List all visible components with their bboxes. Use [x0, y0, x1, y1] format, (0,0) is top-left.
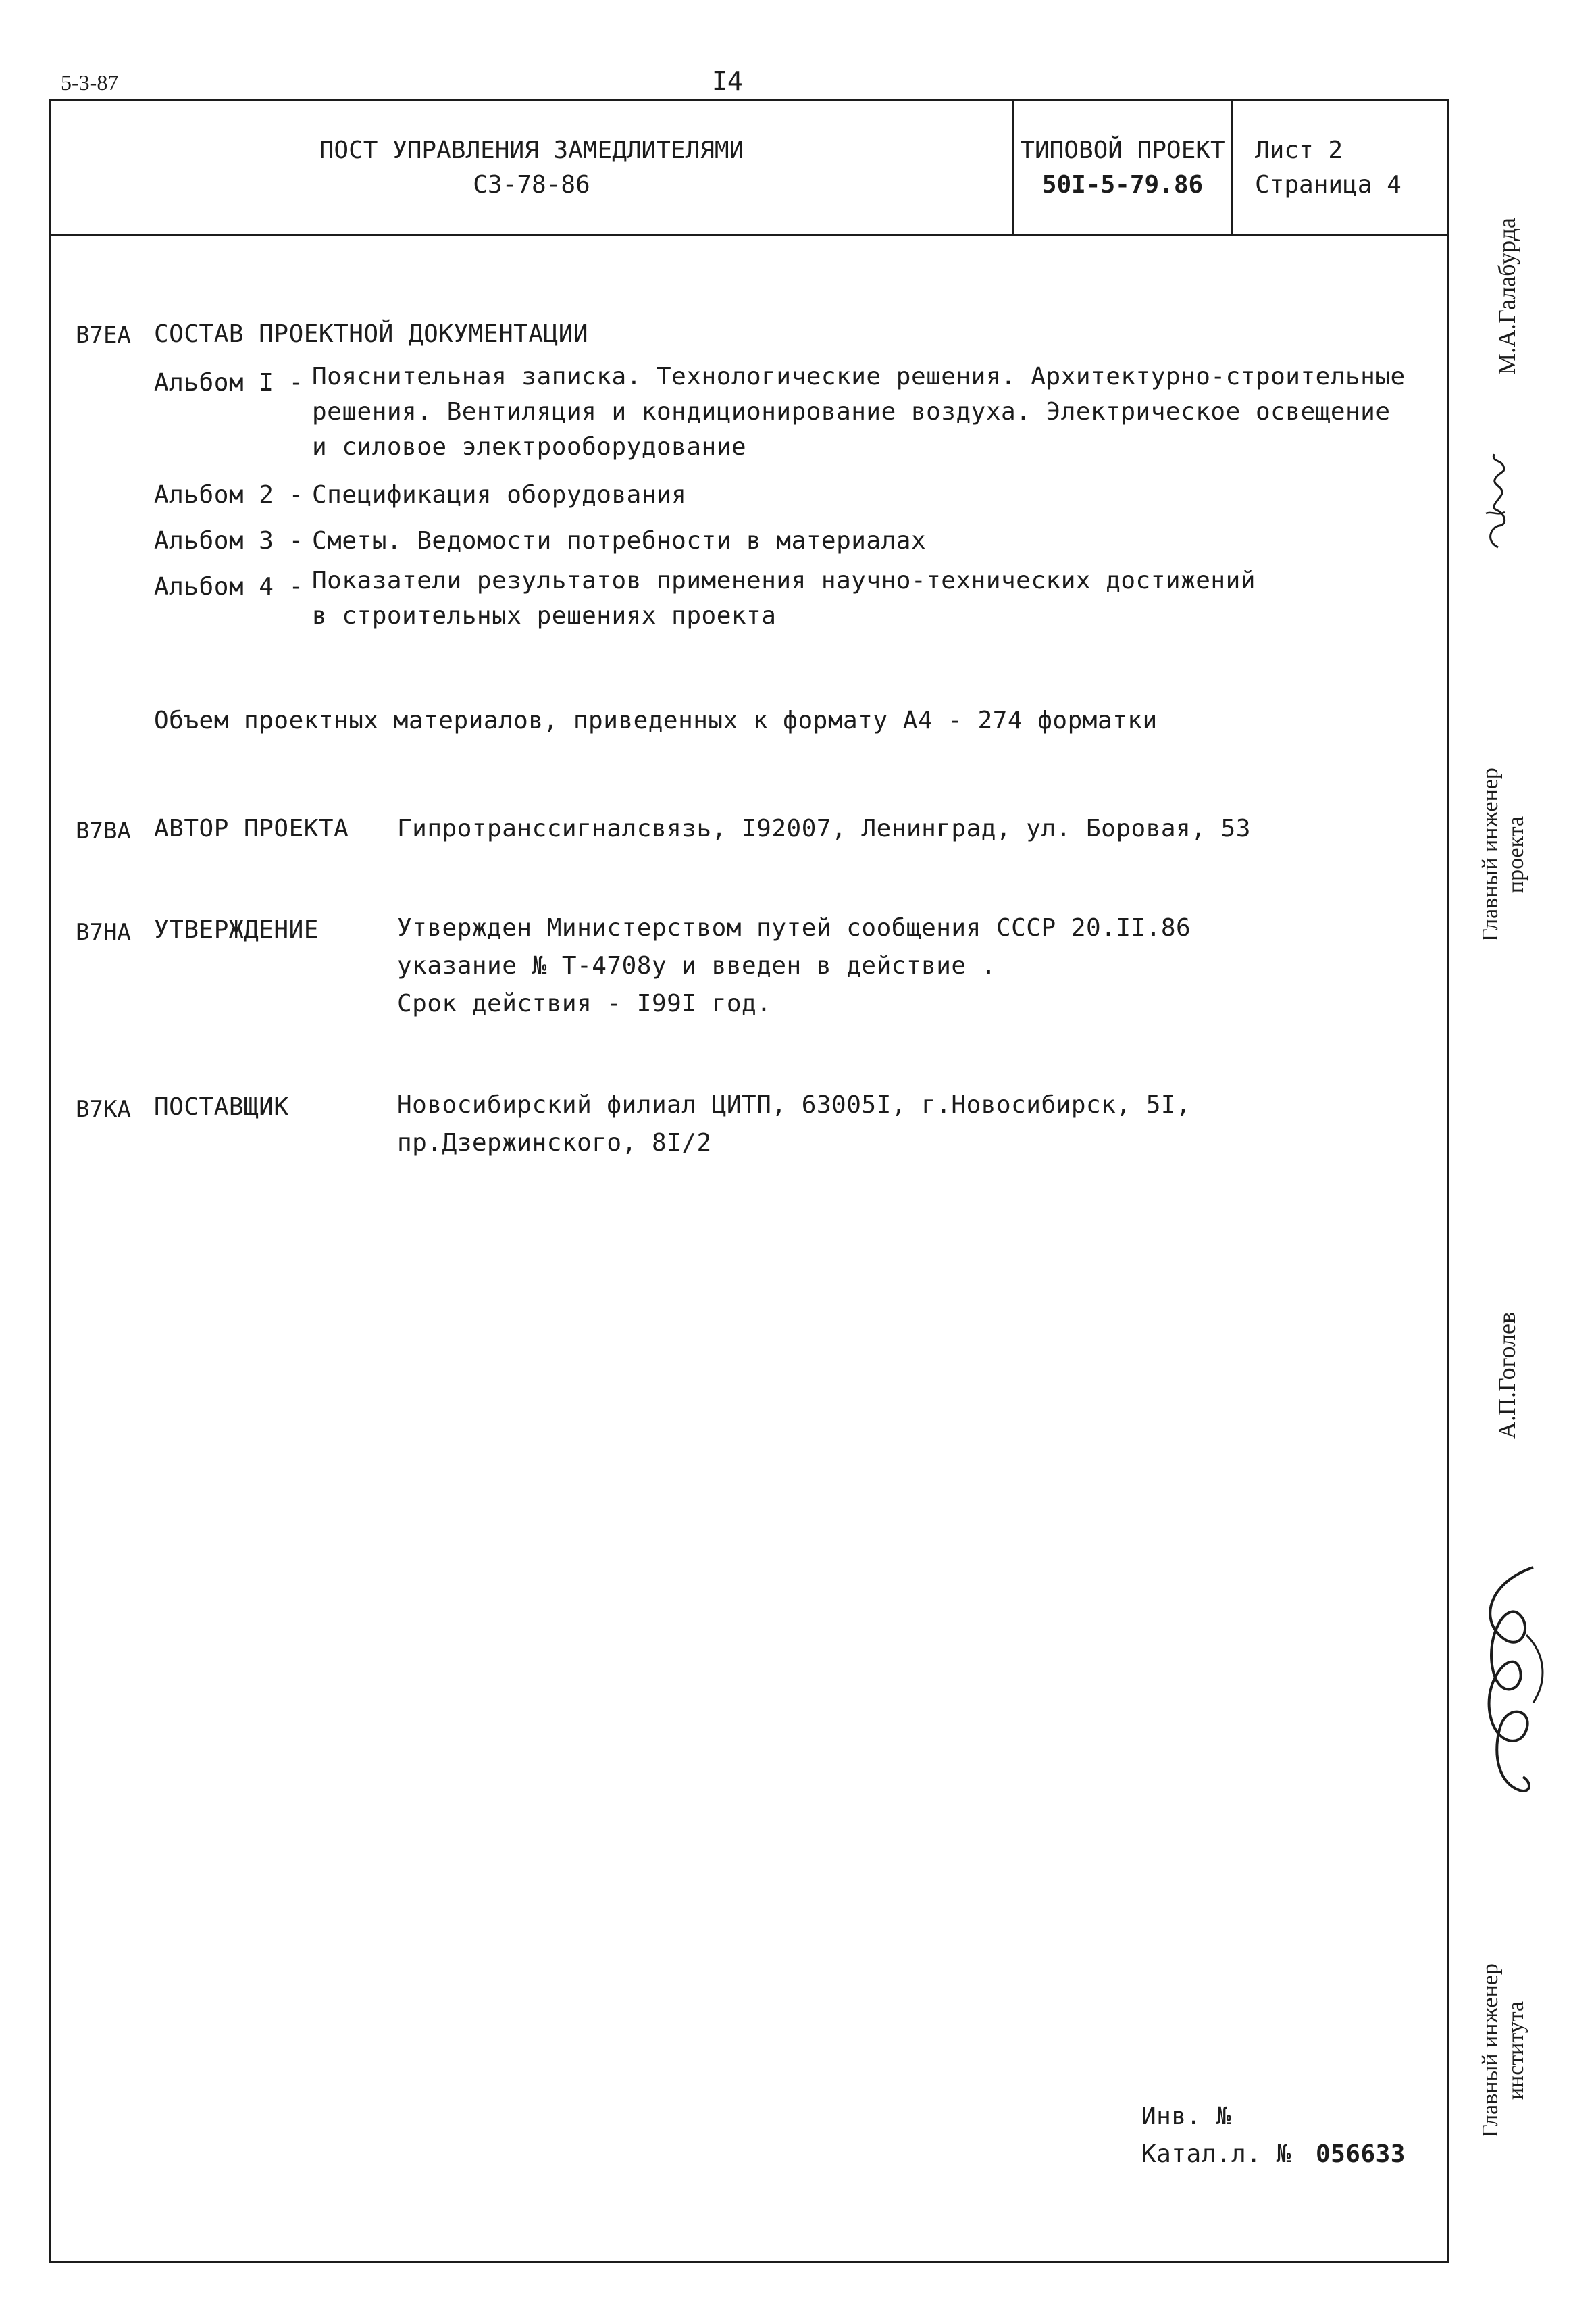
album-1-label: Альбом I - — [154, 369, 304, 397]
page-number: I4 — [712, 66, 743, 96]
album-4-line: Показатели результатов применения научно-технических достижений — [312, 567, 1256, 595]
album-3-text: Сметы. Ведомости потребности в материалах — [312, 527, 927, 555]
author-code: В7ВА — [76, 818, 131, 845]
approval-text — [397, 909, 1191, 1023]
stamp-title-line1: ПОСТ УПРАВЛЕНИЯ ЗАМЕДЛИТЕЛЯМИ — [319, 136, 744, 164]
supplier-line: Новосибирский филиал ЦИТП, 63005I, г.Новосибирск, 5I, — [397, 1091, 1191, 1119]
catalog-number: 056633 — [1315, 2140, 1406, 2168]
album-1-line: и силовое электрооборудование — [312, 433, 747, 461]
approval-line: Утвержден Министерством путей сообщения СССР 20.II.86 — [397, 914, 1191, 942]
volume-text: Объем проектных материалов, приведенных к формату А4 - 274 форматки — [154, 707, 1158, 734]
catalog-sheet — [1141, 2140, 1406, 2168]
catalog-label: Катал.л. № — [1141, 2140, 1291, 2168]
margin-role-institute-chief — [1478, 1939, 1529, 2162]
composition-title: СОСТАВ ПРОЕКТНОЙ ДОКУМЕНТАЦИИ — [154, 320, 589, 348]
margin-name-galaburda: М.А.Галабурда — [1493, 218, 1520, 375]
margin-name-gogolev: А.П.Гоголев — [1493, 1312, 1520, 1439]
album-2-text: Спецификация оборудования — [312, 481, 687, 509]
supplier-text — [397, 1086, 1191, 1162]
approval-code: В7НА — [76, 919, 131, 946]
inventory-number-label: Инв. № — [1141, 2103, 1232, 2130]
album-4-label: Альбом 4 - — [154, 573, 304, 601]
approval-line: Срок действия - I99I год. — [397, 990, 772, 1017]
album-1-text — [312, 359, 1406, 465]
margin-role1-line2: проекта — [1503, 815, 1528, 894]
author-label: АВТОР ПРОЕКТА — [154, 815, 349, 842]
album-2-label: Альбом 2 - — [154, 481, 304, 509]
signature-markov — [1471, 446, 1518, 554]
stamp-page-number: Страница 4 — [1255, 171, 1401, 199]
album-4-line: в строительных решениях проекта — [312, 602, 777, 630]
signature-gogolev — [1452, 1554, 1553, 1811]
album-4-text — [312, 563, 1256, 634]
stamp-sheet-number: Лист 2 — [1255, 136, 1343, 164]
stamp-title — [51, 136, 1012, 199]
supplier-label: ПОСТАВЩИК — [154, 1093, 289, 1121]
stamp-sheet — [1255, 136, 1401, 199]
stamp-project-line1: ТИПОВОЙ ПРОЕКТ — [1020, 136, 1225, 164]
stamp-title-line2: СЗ-78-86 — [473, 171, 590, 199]
supplier-line: пр.Дзержинского, 8I/2 — [397, 1129, 712, 1157]
date-stamp: 5-3-87 — [61, 70, 119, 95]
composition-code: В7ЕА — [76, 322, 131, 349]
margin-role2-line1: Главный инженер — [1478, 1963, 1503, 2138]
margin-role1-line1: Главный инженер — [1478, 768, 1503, 942]
author-text: Гипротранссигналсвязь, I92007, Ленинград, ул. Боровая, 53 — [397, 815, 1251, 842]
margin-role2-line2: института — [1503, 2001, 1528, 2101]
header-col-divider-2 — [1231, 101, 1233, 234]
album-1-line: решения. Вентиляция и кондиционирование воздуха. Электрическое освещение — [312, 398, 1391, 426]
album-1-line: Пояснительная записка. Технологические решения. Архитектурно-строительные — [312, 363, 1406, 391]
approval-label: УТВЕРЖДЕНИЕ — [154, 916, 319, 944]
stamp-project — [1014, 136, 1231, 199]
margin-role-project-chief — [1478, 743, 1529, 966]
approval-line: указание № Т-4708у и введен в действие . — [397, 952, 996, 980]
album-3-label: Альбом 3 - — [154, 527, 304, 555]
stamp-project-code: 50I-5-79.86 — [1041, 171, 1204, 199]
supplier-code: В7КА — [76, 1096, 131, 1123]
header-divider — [51, 234, 1447, 236]
